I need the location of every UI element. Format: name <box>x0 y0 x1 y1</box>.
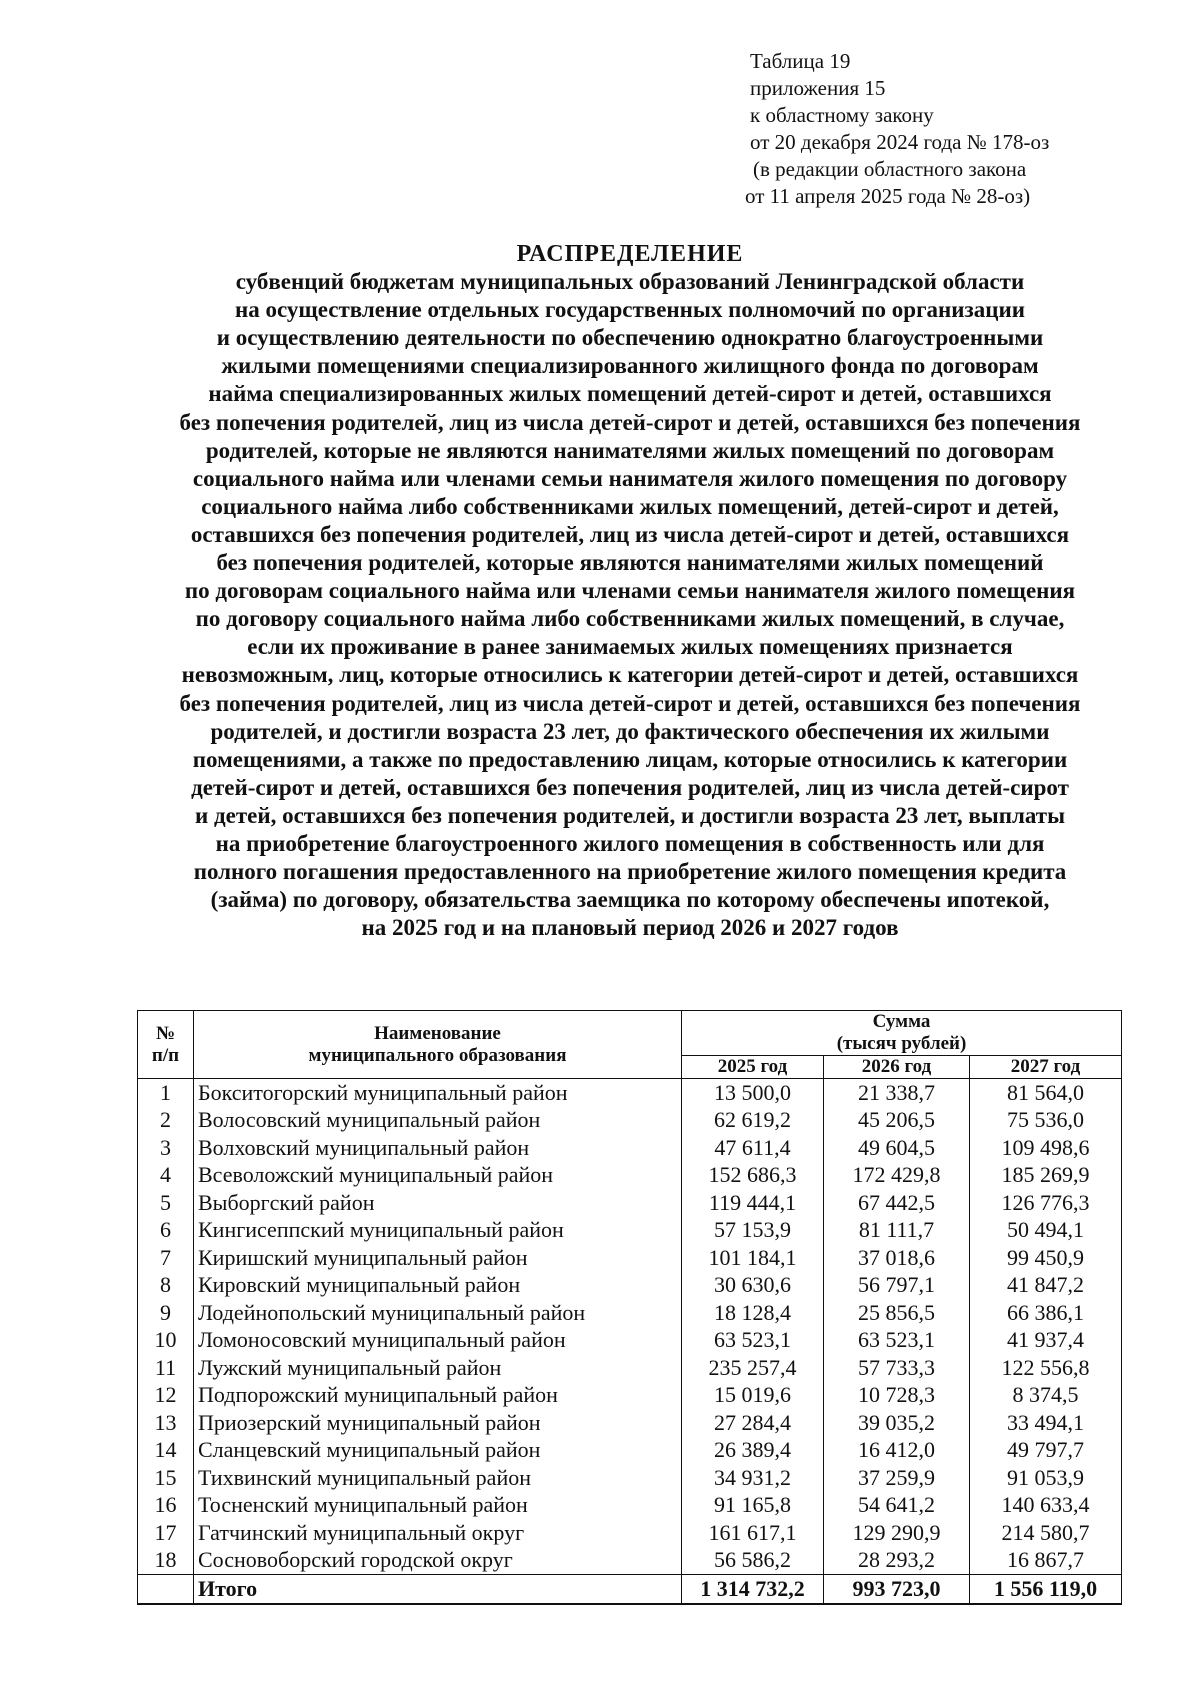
row-value-2026: 16 412,0 <box>824 1437 970 1465</box>
table-row <box>138 1327 1122 1355</box>
table-row <box>138 1134 1122 1162</box>
row-value-2027: 49 797,7 <box>970 1437 1122 1465</box>
header-sum: Сумма (тысяч рублей) <box>682 1011 1122 1056</box>
title-line: без попечения родителей, лиц из числа детей-сирот и детей, оставшихся без попечения <box>179 690 1081 716</box>
table-row <box>138 1299 1122 1327</box>
row-value-2026: 10 728,3 <box>824 1382 970 1410</box>
row-number: 5 <box>138 1189 194 1217</box>
annex-line: к областному закону <box>750 103 934 127</box>
row-name: Лодейнопольский муниципальный район <box>194 1299 682 1327</box>
title-line: и детей, оставшихся без попечения родителей, и достигли возраста 23 лет, выплаты <box>194 802 1066 828</box>
table-row <box>138 1464 1122 1492</box>
row-value-2027: 75 536,0 <box>970 1107 1122 1135</box>
total-label: Итого <box>194 1575 682 1605</box>
title-line: родителей, и достигли возраста 23 лет, до фактического обеспечения их жилыми <box>210 718 1050 744</box>
row-name: Тосненский муниципальный район <box>194 1492 682 1520</box>
row-value-2025: 119 444,1 <box>682 1189 824 1217</box>
row-number: 4 <box>138 1162 194 1190</box>
row-number: 8 <box>138 1272 194 1300</box>
title-line: без попечения родителей, которые являются нанимателями жилых помещений <box>216 550 1044 576</box>
annex-reference <box>745 48 1050 210</box>
header-year-2026: 2026 год <box>824 1056 970 1079</box>
row-name: Гатчинский муниципальный округ <box>194 1519 682 1547</box>
row-value-2027: 33 494,1 <box>970 1409 1122 1437</box>
row-value-2027: 185 269,9 <box>970 1162 1122 1190</box>
row-name: Подпорожский муниципальный район <box>194 1382 682 1410</box>
row-value-2025: 152 686,3 <box>682 1162 824 1190</box>
row-value-2025: 161 617,1 <box>682 1519 824 1547</box>
row-value-2027: 109 498,6 <box>970 1134 1122 1162</box>
row-value-2026: 57 733,3 <box>824 1354 970 1382</box>
title-line: невозможным, лиц, которые относились к категории детей-сирот и детей, оставшихся <box>181 662 1079 688</box>
row-name: Кингисеппский муниципальный район <box>194 1217 682 1245</box>
row-value-2025: 18 128,4 <box>682 1299 824 1327</box>
table-row <box>138 1382 1122 1410</box>
total-row <box>138 1575 1122 1605</box>
row-value-2026: 28 293,2 <box>824 1547 970 1575</box>
title-body <box>140 268 1120 942</box>
title-line: если их проживание в ранее занимаемых жилых помещениях признается <box>247 634 1013 660</box>
row-value-2025: 15 019,6 <box>682 1382 824 1410</box>
row-number: 11 <box>138 1354 194 1382</box>
row-value-2027: 8 374,5 <box>970 1382 1122 1410</box>
row-value-2027: 99 450,9 <box>970 1244 1122 1272</box>
row-value-2027: 126 776,3 <box>970 1189 1122 1217</box>
annex-line: (в редакции областного закона <box>753 157 1027 181</box>
row-value-2027: 41 847,2 <box>970 1272 1122 1300</box>
header-name: Наименование муниципального образования <box>194 1011 682 1079</box>
row-value-2027: 50 494,1 <box>970 1217 1122 1245</box>
row-value-2027: 214 580,7 <box>970 1519 1122 1547</box>
row-value-2026: 67 442,5 <box>824 1189 970 1217</box>
row-value-2025: 27 284,4 <box>682 1409 824 1437</box>
table-row <box>138 1492 1122 1520</box>
title-line: по договорам социального найма или членами семьи нанимателя жилого помещения <box>184 578 1076 604</box>
row-value-2025: 30 630,6 <box>682 1272 824 1300</box>
table-row <box>138 1189 1122 1217</box>
title-line: детей-сирот и детей, оставшихся без попечения родителей, лиц из числа детей-сирот <box>191 774 1069 800</box>
row-name: Волховский муниципальный район <box>194 1134 682 1162</box>
row-number: 10 <box>138 1327 194 1355</box>
row-value-2026: 37 259,9 <box>824 1464 970 1492</box>
row-name: Приозерский муниципальный район <box>194 1409 682 1437</box>
row-value-2026: 129 290,9 <box>824 1519 970 1547</box>
row-number: 6 <box>138 1217 194 1245</box>
distribution-table <box>137 1010 1122 1605</box>
total-value-2026: 993 723,0 <box>824 1575 970 1605</box>
annex-line: приложения 15 <box>750 76 886 100</box>
row-value-2027: 41 937,4 <box>970 1327 1122 1355</box>
row-name: Всеволожский муниципальный район <box>194 1162 682 1190</box>
row-value-2026: 54 641,2 <box>824 1492 970 1520</box>
row-value-2025: 26 389,4 <box>682 1437 824 1465</box>
header-year-2025: 2025 год <box>682 1056 824 1079</box>
row-name: Выборгский район <box>194 1189 682 1217</box>
title-line: по договору социального найма либо собственниками жилых помещений, в случае, <box>195 606 1065 632</box>
row-value-2025: 34 931,2 <box>682 1464 824 1492</box>
row-value-2027: 16 867,7 <box>970 1547 1122 1575</box>
row-value-2026: 49 604,5 <box>824 1134 970 1162</box>
title-heading: РАСПРЕДЕЛЕНИЕ <box>516 241 744 267</box>
row-name: Лужский муниципальный район <box>194 1354 682 1382</box>
header-number: № п/п <box>138 1011 194 1079</box>
row-number: 2 <box>138 1107 194 1135</box>
table-row <box>138 1354 1122 1382</box>
row-value-2025: 13 500,0 <box>682 1079 824 1107</box>
title-line: субвенций бюджетам муниципальных образований Ленинградской области <box>235 269 1025 295</box>
row-value-2026: 39 035,2 <box>824 1409 970 1437</box>
row-value-2027: 140 633,4 <box>970 1492 1122 1520</box>
row-number: 14 <box>138 1437 194 1465</box>
row-number: 13 <box>138 1409 194 1437</box>
title-line: помещениями, а также по предоставлению лицам, которые относились к категории <box>192 746 1068 772</box>
row-name: Сосновоборский городской округ <box>194 1547 682 1575</box>
table-row <box>138 1107 1122 1135</box>
title-line: и осуществлению деятельности по обеспечению однократно благоустроенными <box>216 325 1044 351</box>
table-row <box>138 1409 1122 1437</box>
row-name: Кировский муниципальный район <box>194 1272 682 1300</box>
total-number-cell <box>138 1575 194 1605</box>
title-line: (займа) по договору, обязательства заемщика по которому обеспечены ипотекой, <box>210 887 1050 913</box>
table-row <box>138 1079 1122 1107</box>
row-number: 7 <box>138 1244 194 1272</box>
title-line: на 2025 год и на плановый период 2026 и 2027 годов <box>361 915 899 941</box>
row-value-2025: 57 153,9 <box>682 1217 824 1245</box>
title-line: найма специализированных жилых помещений детей-сирот и детей, оставшихся <box>208 381 1052 407</box>
row-number: 18 <box>138 1547 194 1575</box>
row-number: 16 <box>138 1492 194 1520</box>
row-number: 9 <box>138 1299 194 1327</box>
title-line: родителей, которые не являются нанимателями жилых помещений по договорам <box>205 437 1055 463</box>
row-value-2027: 81 564,0 <box>970 1079 1122 1107</box>
row-number: 17 <box>138 1519 194 1547</box>
row-value-2026: 172 429,8 <box>824 1162 970 1190</box>
row-number: 3 <box>138 1134 194 1162</box>
row-value-2026: 63 523,1 <box>824 1327 970 1355</box>
total-value-2025: 1 314 732,2 <box>682 1575 824 1605</box>
title-line: полного погашения предоставленного на приобретение жилого помещения кредита <box>193 859 1067 885</box>
row-name: Бокситогорский муниципальный район <box>194 1079 682 1107</box>
title-line: на осуществление отдельных государственных полномочий по организации <box>234 297 1026 323</box>
row-value-2026: 37 018,6 <box>824 1244 970 1272</box>
row-value-2027: 91 053,9 <box>970 1464 1122 1492</box>
row-value-2026: 45 206,5 <box>824 1107 970 1135</box>
row-value-2025: 56 586,2 <box>682 1547 824 1575</box>
document-title <box>140 240 1120 942</box>
row-value-2025: 63 523,1 <box>682 1327 824 1355</box>
annex-line: от 11 апреля 2025 года № 28-оз) <box>745 184 1031 208</box>
row-name: Волосовский муниципальный район <box>194 1107 682 1135</box>
title-line: оставшихся без попечения родителей, лиц из числа детей-сирот и детей, оставшихся <box>190 521 1070 547</box>
row-name: Ломоносовский муниципальный район <box>194 1327 682 1355</box>
row-value-2026: 81 111,7 <box>824 1217 970 1245</box>
row-value-2025: 235 257,4 <box>682 1354 824 1382</box>
header-year-2027: 2027 год <box>970 1056 1122 1079</box>
table-row <box>138 1547 1122 1575</box>
total-value-2027: 1 556 119,0 <box>970 1575 1122 1605</box>
title-line: без попечения родителей, лиц из числа детей-сирот и детей, оставшихся без попечения <box>179 409 1081 435</box>
row-value-2025: 101 184,1 <box>682 1244 824 1272</box>
row-name: Сланцевский муниципальный район <box>194 1437 682 1465</box>
title-line: на приобретение благоустроенного жилого помещения в собственность или для <box>215 830 1045 856</box>
row-name: Тихвинский муниципальный район <box>194 1464 682 1492</box>
row-value-2027: 66 386,1 <box>970 1299 1122 1327</box>
row-number: 12 <box>138 1382 194 1410</box>
row-value-2026: 56 797,1 <box>824 1272 970 1300</box>
title-line: жилыми помещениями специализированного жилищного фонда по договорам <box>221 353 1039 379</box>
row-name: Киришский муниципальный район <box>194 1244 682 1272</box>
row-value-2025: 62 619,2 <box>682 1107 824 1135</box>
table-row <box>138 1519 1122 1547</box>
row-value-2025: 91 165,8 <box>682 1492 824 1520</box>
table-row <box>138 1272 1122 1300</box>
table-row <box>138 1437 1122 1465</box>
title-line: социального найма или членами семьи нанимателя жилого помещения по договору <box>192 465 1068 491</box>
row-number: 15 <box>138 1464 194 1492</box>
table-row <box>138 1244 1122 1272</box>
annex-line: от 20 декабря 2024 года № 178-оз <box>750 130 1050 154</box>
annex-line: Таблица 19 <box>750 49 851 73</box>
row-value-2026: 25 856,5 <box>824 1299 970 1327</box>
row-number: 1 <box>138 1079 194 1107</box>
title-line: социального найма либо собственниками жилых помещений, детей-сирот и детей, <box>201 493 1059 519</box>
row-value-2025: 47 611,4 <box>682 1134 824 1162</box>
row-value-2027: 122 556,8 <box>970 1354 1122 1382</box>
table-row <box>138 1162 1122 1190</box>
table-row <box>138 1217 1122 1245</box>
row-value-2026: 21 338,7 <box>824 1079 970 1107</box>
